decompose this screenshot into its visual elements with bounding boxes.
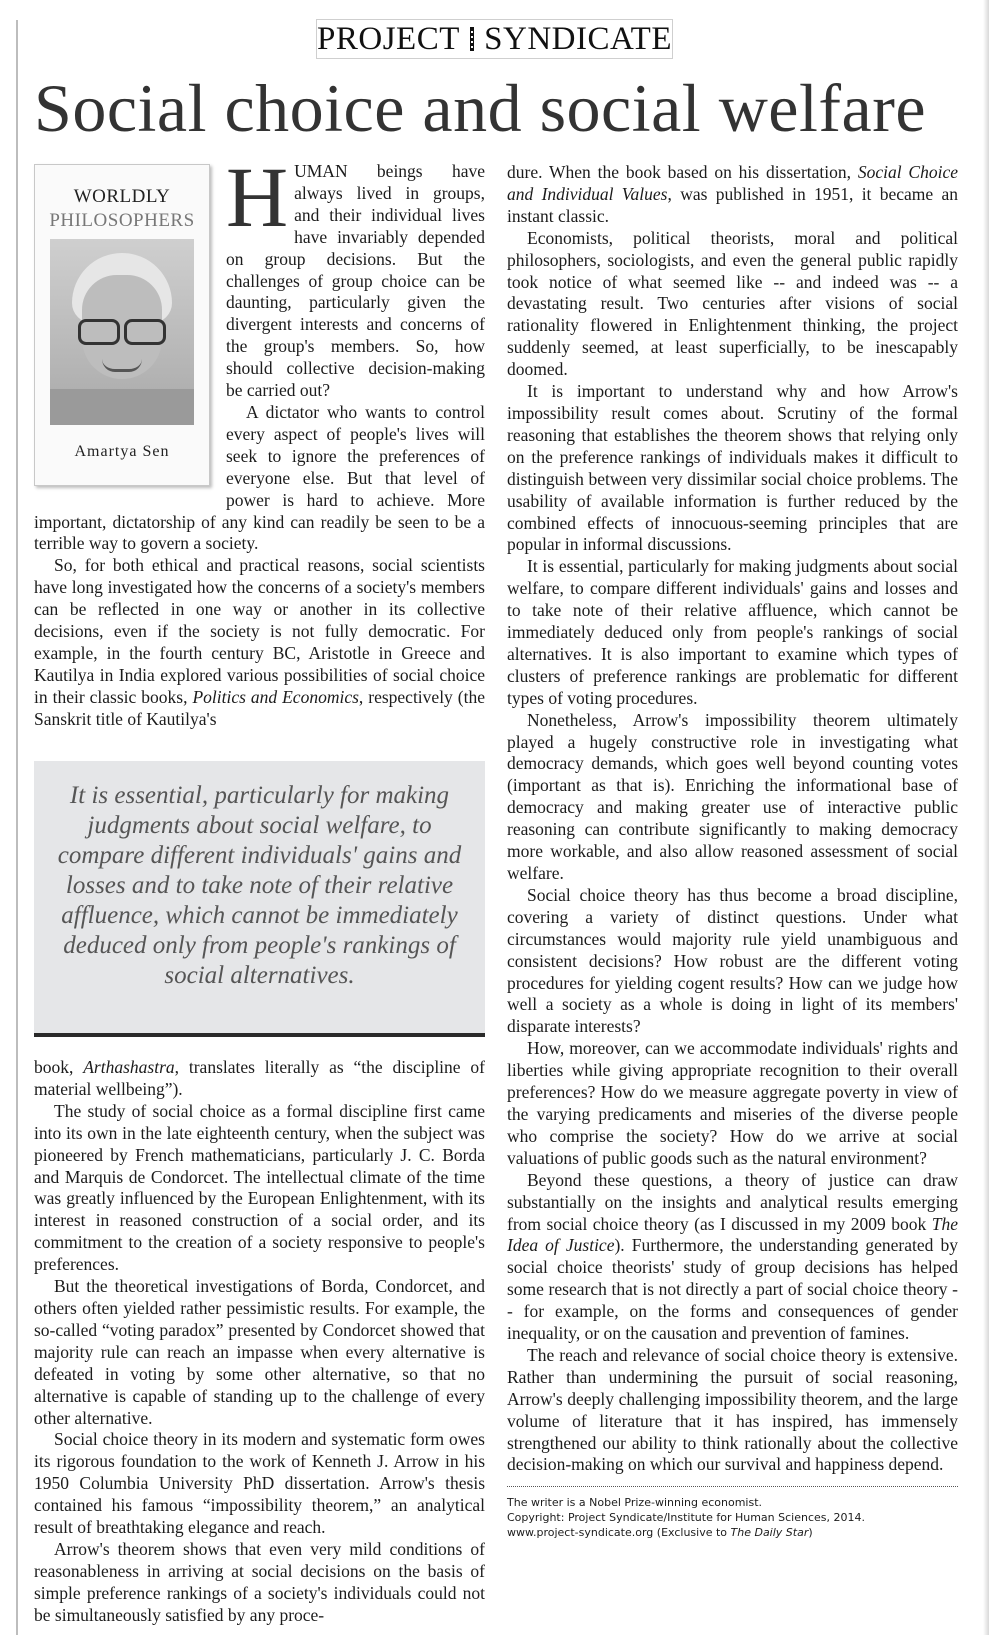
paragraph: Beyond these questions, a theory of justice can draw substantially on the insights and analytical results emerging from social choice theory (as I discussed in my 2009 book The Idea of Justice). Furthermore, the understanding generated by social choice theorists' study of group decisions has helped some research that is not directly a part of social choice theory -- for example, on the forms and consequences of gender inequality, or on the causation and prevention of famines.	[507, 1169, 958, 1344]
column-left-top	[34, 149, 485, 731]
column-right	[507, 162, 958, 1540]
book-title: The Idea of Justice	[507, 1213, 958, 1256]
book-title: Arthashastra	[83, 1057, 175, 1077]
author-portrait	[50, 239, 194, 425]
paragraph: It is important to understand why and how Arrow's impossibility result comes about. Scrutiny of the formal reasoning that establishes the theorem shows that relying only on the preference rankings of individuals makes it difficult to distinguish between very dissimilar social choice problems. The usability of available information is further reduced by the combined effects of innocuous-seeming principles that are popular in informal discussions.	[507, 381, 958, 555]
paragraph: But the theoretical investigations of Borda, Condorcet, and others often yielded rather pessimistic results. For example, the so-called “voting paradox” presented by Condorcet showed that majority rule can reach an impasse when every alternative is defeated in voting by some other alternative, so that no alternative is capable of standing up to the challenge of every other alternative.	[34, 1276, 485, 1428]
series-title-line2: PHILOSOPHERS	[49, 210, 195, 231]
copyright-line: Copyright: Project Syndicate/Institute for Human Sciences, 2014.	[507, 1511, 865, 1525]
book-title: Politics and Economics	[192, 686, 359, 707]
publication-name: The Daily Star	[730, 1526, 809, 1540]
paragraph: The study of social choice as a formal discipline first came into its own in the late eighteenth century, when the subject was pioneered by French mathematicians, particularly J. C. Borda and Marquis de Condorcet. The intellectual climate of the time was greatly influenced by the European Enlightenment, with its interest in reasoned construction of a social order, and its commitment to the creation of a society responsive to people's preferences.	[34, 1100, 485, 1275]
paragraph: Social choice theory has thus become a broad discipline, covering a variety of distinct questions. Under what circumstances would majority rule yield unambiguous and consistent decisions? How robust are the different voting procedures for yielding cogent results? How can we judge how well a society as a whole is doing in light of its members' disparate interests?	[507, 884, 958, 1037]
drop-cap: H	[226, 149, 289, 245]
paragraph: dure. When the book based on his dissertation, Social Choice and Individual Values, was published in 1951, it became an instant classic.	[507, 162, 958, 226]
article-footer	[507, 1495, 958, 1540]
author-bio: The writer is a Nobel Prize-winning economist.	[507, 1496, 763, 1510]
paragraph: A dictator who wants to control every aspect of people's lives will seek to ignore the preferences of everyone else. But that level of power is hard to achieve. More important, dictatorship of any kind can readily be seen to be a terrible way to govern a society.	[34, 401, 485, 554]
paragraph: Social choice theory in its modern and systematic form owes its rigorous foundation to the work of Kenneth J. Arrow in his 1950 Columbia University PhD dissertation. Arrow's thesis contained his famous “impossibility theorem,” an analytical result of breathtaking elegance and reach.	[34, 1429, 485, 1538]
syndicate-logo-icon	[470, 27, 474, 51]
headline: Social choice and social welfare	[34, 70, 927, 146]
page-shadow	[983, 0, 989, 1635]
paragraph: The reach and relevance of social choice theory is extensive. Rather than undermining the pursuit of social reasoning, Arrow's deeply challenging impossibility theorem, and the large volume of literature that it has inspired, has immensely strengthened our ability to think rationally about the collective decision-making on which our survival and happiness depend.	[507, 1344, 958, 1475]
paragraph: It is essential, particularly for making judgments about social welfare, to compare different individuals' gains and losses and to take note of their relative affluence, which cannot be immediately deduced only from people's rankings of social alternatives. It is also important to examine which types of clusters of preference rankings are problematic for different types of voting procedures.	[507, 556, 958, 708]
pull-quote: It is essential, particularly for making judgments about social welfare, to compare different individuals' gains and losses and to take note of their relative affluence, which cannot be immediately deduced only from people's rankings of social alternatives.	[34, 761, 485, 1037]
footer-divider	[507, 1486, 958, 1487]
masthead-left: PROJECT	[317, 20, 460, 57]
paragraph: book, Arthashastra, translates literally as “the discipline of material wellbeing”).	[34, 1057, 485, 1099]
paragraph: So, for both ethical and practical reasons, social scientists have long investigated how the concerns of a society's members can be reflected in one way or another in its collective decisions, even if the society is not fully democratic. For example, in the fourth century BC, Aristotle in Greece and Kautilya in India explored various possibilities of social choice in their classic books, Politics and Economics, respectively (the Sanskrit title of Kautilya's	[34, 555, 485, 729]
paragraph: HUMAN beings have always lived in groups, and their individual lives have invariably depended on group decisions. But the challenges of group choice can be daunting, particularly given the divergent interests and concerns of the group's members. So, how should collective decision-making be carried out?	[226, 149, 485, 401]
paragraph: How, moreover, can we accommodate individuals' rights and liberties while giving appropriate recognition to their overall preferences? How do we measure aggregate poverty in view of the varying predicaments and miseries of the diverse people who comprise the society? How do we arrive at social valuations of public goods such as the natural environment?	[507, 1038, 958, 1168]
author-box	[34, 164, 210, 486]
series-title-line1: WORLDLY	[73, 186, 171, 207]
paragraph: Arrow's theorem shows that even very mild conditions of reasonableness in arriving at social decisions on the basis of simple preference rankings of a society's individuals could not be simultaneously satisfied by any proce-	[34, 1538, 485, 1625]
column-left-bottom	[34, 1057, 485, 1627]
paragraph: Nonetheless, Arrow's impossibility theorem ultimately played a hugely constructive role in investigating what democracy demands, which goes well beyond counting votes (important as that is). Enriching the informational base of democracy and making greater use of interactive public reasoning can contribute significantly to making democracy more workable, and also allow reasoned assessment of social welfare.	[507, 709, 958, 883]
source-line: www.project-syndicate.org (Exclusive to The Daily Star)	[507, 1526, 813, 1540]
masthead-right: SYNDICATE	[484, 20, 672, 57]
masthead	[316, 19, 673, 59]
page-edge	[16, 20, 18, 1635]
book-title: Social Choice and Individual Values	[507, 162, 958, 204]
author-name: Amartya Sen	[74, 443, 170, 460]
paragraph: Economists, political theorists, moral and political philosophers, sociologists, and even the general public rapidly took notice of what seemed like -- and indeed was -- a devastating result. Two centuries after visions of social rationality flowered in Enlightenment thinking, the project suddenly seemed, at least superficially, to be inescapably doomed.	[507, 227, 958, 380]
